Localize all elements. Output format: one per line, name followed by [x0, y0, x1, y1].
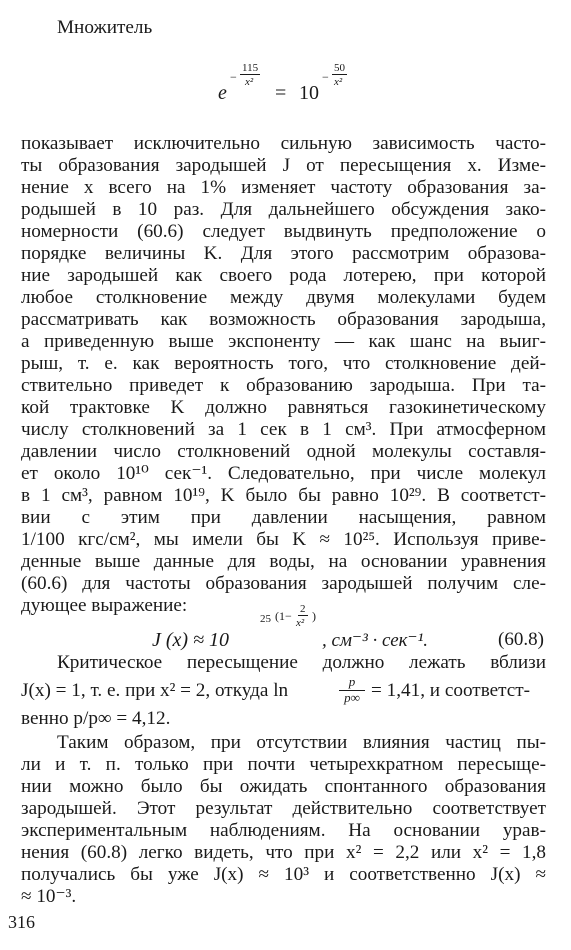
text-line: венно p/p∞ = 4,12. — [21, 708, 171, 729]
eq1-base-e: e — [218, 82, 227, 104]
text-line: вии с этим при давлении насыщения, равном — [21, 507, 546, 528]
eq1-minus: − — [230, 70, 237, 84]
text-line: ли и т. п. только при почти четырехкратном пересыще- — [21, 754, 546, 775]
text-line: дующее выражение: — [21, 595, 188, 616]
text-line: нение x всего на 1% изменяет частоту образования за- — [21, 177, 546, 198]
equation-number: (60.8) — [498, 629, 544, 650]
text-line: числу столкновений за 1 сек в 1 см³. При атмосферном — [21, 419, 546, 440]
heading: Множитель — [57, 17, 153, 38]
text-line: номерности (60.6) следует выдвинуть предположение о — [21, 221, 546, 242]
line2-part-b: = 1,41, и соответст- — [371, 680, 531, 701]
eq1-base-10: 10 — [299, 82, 319, 104]
page-number: 316 — [8, 912, 35, 932]
text-line: а приведенную выше экспоненту — как шанс на выиг- — [21, 331, 546, 352]
fraction-denominator: p∞ — [344, 690, 360, 705]
eq1-exp-left-num: 115 — [242, 62, 259, 74]
fraction-numerator: p — [339, 674, 365, 691]
text-line: ет около 10¹⁰ сек⁻¹. Следовательно, при числе молекул — [21, 463, 546, 484]
text-line: нения (60.8) легко видеть, что при x² = 2,2 или x² = 1,8 — [21, 842, 546, 863]
text-line: ние зародышей как своего рода лотерею, при которой — [21, 265, 546, 286]
eq1-minus-right: − — [322, 70, 329, 84]
text-line: давлении число столкновений одной молекулы составля- — [21, 441, 546, 462]
eq2-units: , см⁻³ · сек⁻¹. — [322, 630, 429, 651]
text-line: 1/100 кгс/см², мы имели бы K ≈ 10²⁵. Используя приве- — [21, 529, 546, 550]
text-line: Критическое пересыщение должно лежать вблизи — [57, 652, 546, 673]
text-line: денные выше данные для воды, на основании уравнения — [21, 551, 546, 572]
text-line: Таким образом, при отсутствии влияния частиц пы- — [57, 732, 546, 753]
eq2-lhs: J (x) ≈ 10 — [152, 629, 230, 651]
eq1-exp-right-num: 50 — [334, 62, 345, 74]
equation-60-8 — [152, 603, 552, 651]
eq2-exp-base: 25 — [260, 613, 271, 625]
text-line: родышей в 10 раз. Для дальнейшего обсуждения зако- — [21, 199, 546, 220]
text-line-with-fraction — [21, 674, 546, 704]
eq2-exp-close: ) — [312, 609, 316, 623]
text-line: ствительно приведет к образованию зародыша. При та- — [21, 375, 546, 396]
eq1-exp-left-den: x² — [245, 76, 254, 88]
text-line: кой трактовке K должно равняться газокинетическому — [21, 397, 546, 418]
line2-part-a: J(x) = 1, т. е. при x² = 2, откуда ln — [21, 680, 289, 701]
text-line: нии можно было бы ожидать спонтанного образования — [21, 776, 546, 797]
text-line: (60.6) для частоты образования зародышей получим сле- — [21, 573, 546, 594]
text-line: в 1 см³, равном 10¹⁹, K было бы равно 10²⁹. В соответст- — [21, 485, 546, 506]
eq2-exp-den: x² — [296, 617, 305, 629]
eq1-equals: = — [275, 82, 287, 104]
text-line: любое столкновение между двумя молекулами будем — [21, 287, 546, 308]
text-line: зародышей. Этот результат действительно соответствует — [21, 798, 546, 819]
text-line: получались бы уже J(x) ≈ 10³ и соответственно J(x) ≈ — [21, 864, 546, 885]
text-line: ты образования зародышей J от пересыщения x. Изме- — [21, 155, 546, 176]
text-line: ≈ 10⁻³. — [21, 886, 77, 907]
eq1-exp-right-den: x² — [334, 76, 343, 88]
text-line: порядке величины K. Для этого рассмотрим образова- — [21, 243, 546, 264]
eq2-exp-open: (1− — [275, 609, 292, 623]
text-line: показывает исключительно сильную зависимость часто- — [21, 133, 546, 154]
text-line: рыш, т. е. как вероятность того, что столкновение дей- — [21, 353, 546, 374]
eq2-exp-num: 2 — [300, 603, 306, 615]
text-line: экспериментальным наблюдениям. На основании урав- — [21, 820, 546, 841]
text-line: рассматривать как возможность образования зародыша, — [21, 309, 546, 330]
